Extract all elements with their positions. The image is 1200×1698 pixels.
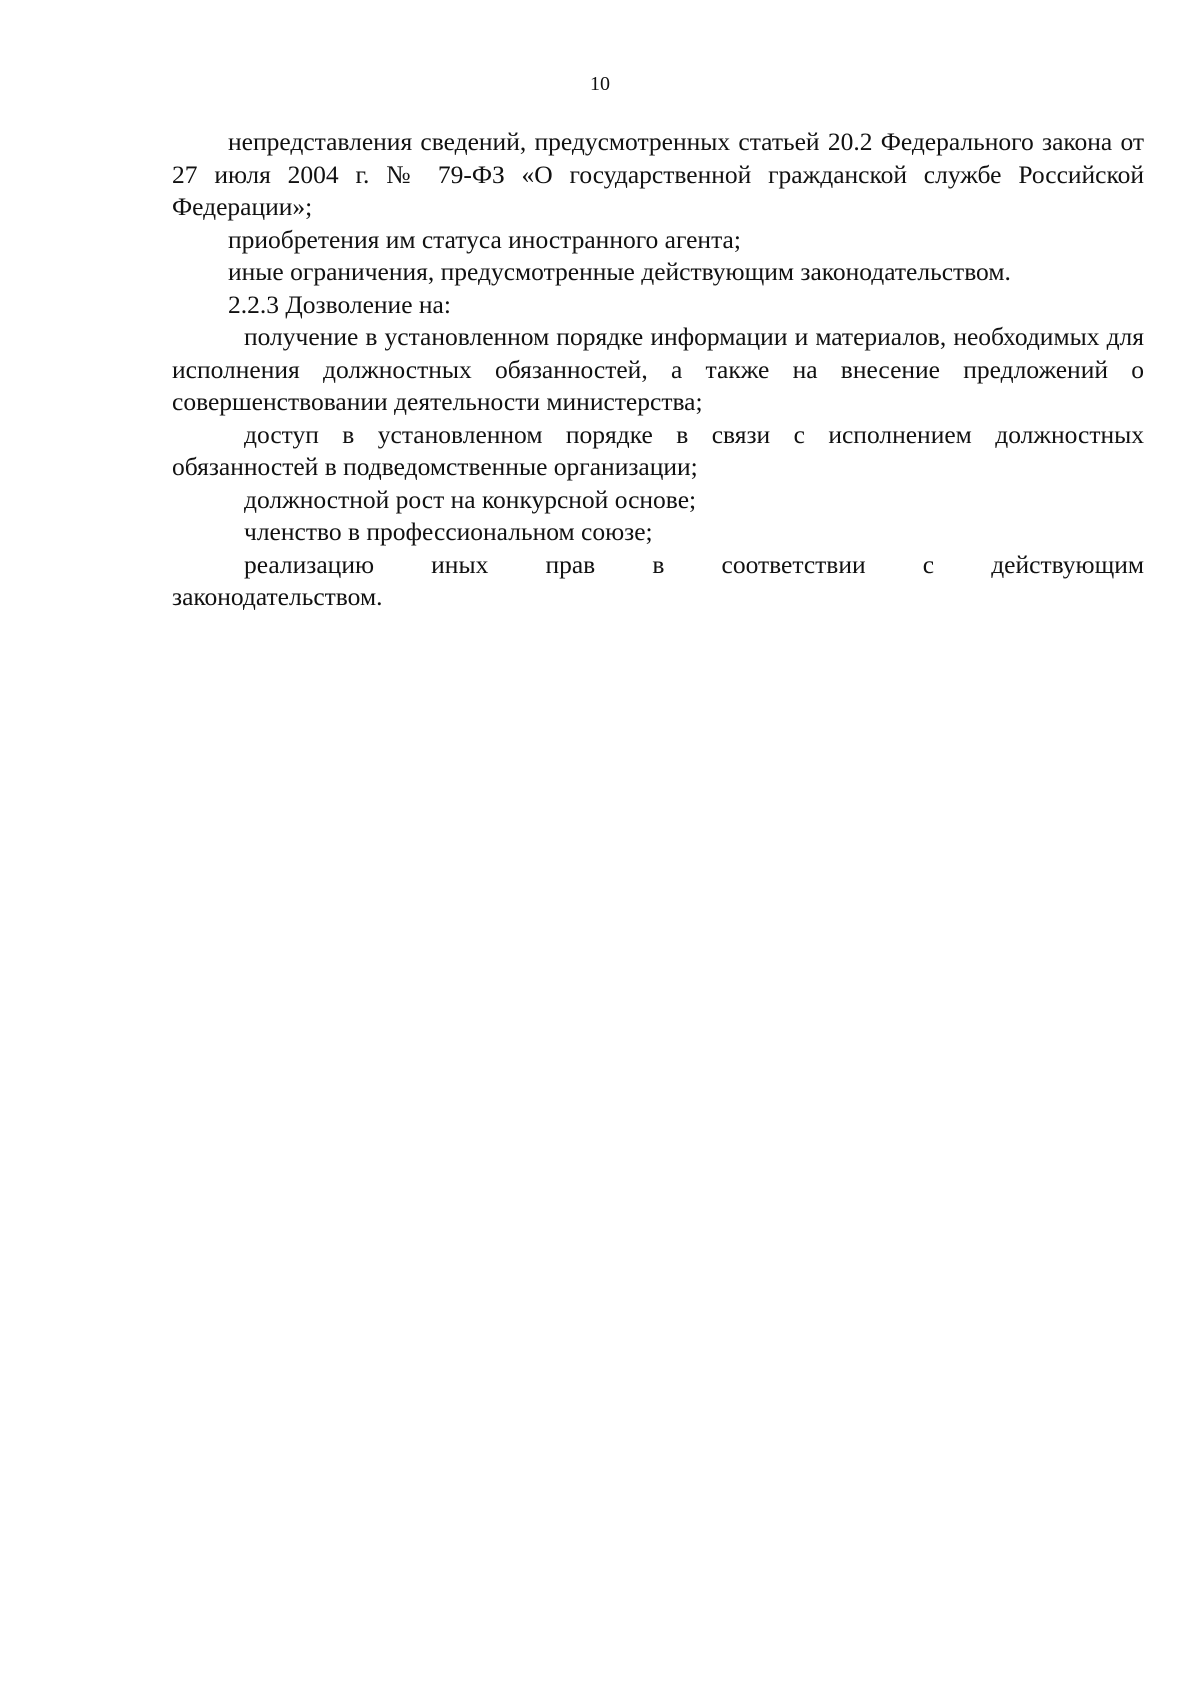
paragraph-career-growth: должностной рост на конкурсной основе; xyxy=(244,484,697,514)
paragraph-section-heading: 2.2.3 Дозволение на: xyxy=(228,289,451,319)
paragraph-foreign-agent: приобретения им статуса иностранного агента; xyxy=(228,224,741,254)
paragraph-union-membership: членство в профессиональном союзе; xyxy=(244,517,653,546)
document-body xyxy=(172,126,1144,614)
paragraph-other-rights-line-2: законодательством. xyxy=(172,582,383,611)
paragraph-other-rights-line-1: реализацию иных прав в соответствии с действующим xyxy=(244,549,1144,579)
paragraph-other-rights xyxy=(172,549,1144,614)
paragraph-other-restrictions: иные ограничения, предусмотренные действующим законодательством. xyxy=(228,257,1011,286)
paragraph-information-access: получение в установленном порядке информации и материалов, необходимых для исполнения должностных обязанностей, а также на внесение предложений о совершенствовании деятельности министерства; xyxy=(172,322,1144,416)
paragraph-organization-access: доступ в установленном порядке в связи с исполнением должностных обязанностей в подведомственные организации; xyxy=(172,419,1144,481)
page-number: 10 xyxy=(590,73,610,95)
paragraph-nonsubmission: непредставления сведений, предусмотренных статьей 20.2 Федерального закона от 27 июля 2004 г. № 79-ФЗ «О государственной гражданской службе Российской Федерации»; xyxy=(172,127,1144,221)
